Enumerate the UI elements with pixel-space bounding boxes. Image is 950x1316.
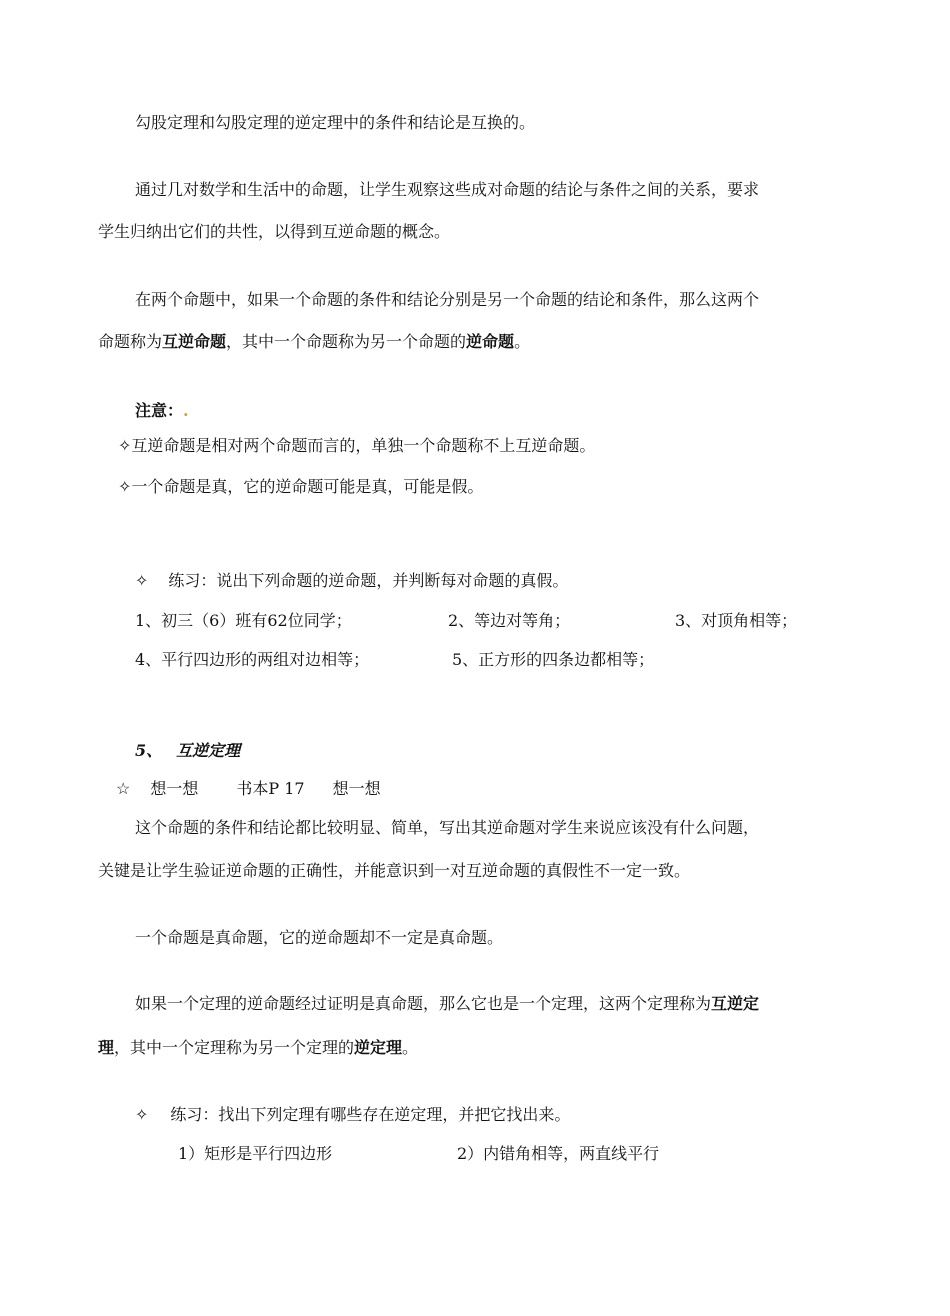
term-converse-theorem: 逆定理 bbox=[354, 1038, 403, 1057]
exercise-1-item-2: 2、等边对等角； bbox=[448, 611, 571, 630]
converse-theorem-line2: 理，其中一个定理称为另一个定理的逆定理。 bbox=[98, 1038, 419, 1057]
think-line: ☆ 想一想 书本P 17 想一想 bbox=[116, 779, 381, 798]
book-reference: 书本P 17 bbox=[236, 779, 305, 798]
note-dot: . bbox=[183, 401, 189, 420]
converse-theorem-line1: 如果一个定理的逆命题经过证明是真命题，那么它也是一个定理，这两个定理称为互逆定 bbox=[135, 994, 760, 1013]
sparkle-bullet-icon: ✧ bbox=[118, 477, 132, 496]
note-item-1: ✧互逆命题是相对两个命题而言的，单独一个命题称不上互逆命题。 bbox=[118, 436, 596, 455]
paragraph-converse-line2: 关键是让学生验证逆命题的正确性，并能意识到一对互逆命题的真假性不一定一致。 bbox=[98, 861, 691, 880]
term-converse-proposition: 逆命题 bbox=[466, 332, 515, 351]
exercise-2-heading: ✧ 练习：找出下列定理有哪些存在逆定理，并把它找出来。 bbox=[135, 1105, 571, 1124]
exercise-1-item-3: 3、对顶角相等； bbox=[675, 611, 798, 630]
note-item-2: ✧一个命题是真，它的逆命题可能是真，可能是假。 bbox=[118, 477, 484, 496]
sparkle-bullet-icon: ✧ bbox=[135, 571, 149, 590]
exercise-1-item-1: 1、初三（6）班有62位同学； bbox=[135, 611, 352, 630]
star-icon: ☆ bbox=[116, 779, 131, 798]
exercise-2-item-2: 2）内错角相等，两直线平行 bbox=[457, 1144, 660, 1163]
paragraph-converse-line1: 这个命题的条件和结论都比较明显、简单，写出其逆命题对学生来说应该没有什么问题， bbox=[135, 818, 760, 837]
exercise-1-heading: ✧ 练习：说出下列命题的逆命题，并判断每对命题的真假。 bbox=[135, 571, 569, 590]
paragraph-observe-line1: 通过几对数学和生活中的命题，让学生观察这些成对命题的结论与条件之间的关系，要求 bbox=[135, 180, 760, 199]
definition-line2: 命题称为互逆命题，其中一个命题称为另一个命题的逆命题。 bbox=[98, 332, 531, 351]
sparkle-bullet-icon: ✧ bbox=[118, 436, 132, 455]
sparkle-bullet-icon: ✧ bbox=[135, 1105, 149, 1124]
paragraph-pythagorean: 勾股定理和勾股定理的逆定理中的条件和结论是互换的。 bbox=[135, 113, 536, 132]
exercise-1-item-5: 5、正方形的四条边都相等； bbox=[452, 650, 655, 669]
exercise-2-item-1: 1）矩形是平行四边形 bbox=[178, 1144, 333, 1163]
paragraph-observe-line2: 学生归纳出它们的共性，以得到互逆命题的概念。 bbox=[98, 222, 451, 241]
note-heading: 注意：. bbox=[135, 401, 189, 420]
term-converse-propositions: 互逆命题 bbox=[162, 332, 227, 351]
exercise-1-item-4: 4、平行四边形的两组对边相等； bbox=[135, 650, 370, 669]
definition-line1: 在两个命题中，如果一个命题的条件和结论分别是另一个命题的结论和条件，那么这两个 bbox=[135, 290, 760, 309]
term-converse-theorems: 互逆定 bbox=[711, 994, 760, 1013]
paragraph-true-proposition: 一个命题是真命题，它的逆命题却不一定是真命题。 bbox=[135, 928, 504, 947]
section-5-heading: 5、 互逆定理 bbox=[135, 741, 241, 760]
